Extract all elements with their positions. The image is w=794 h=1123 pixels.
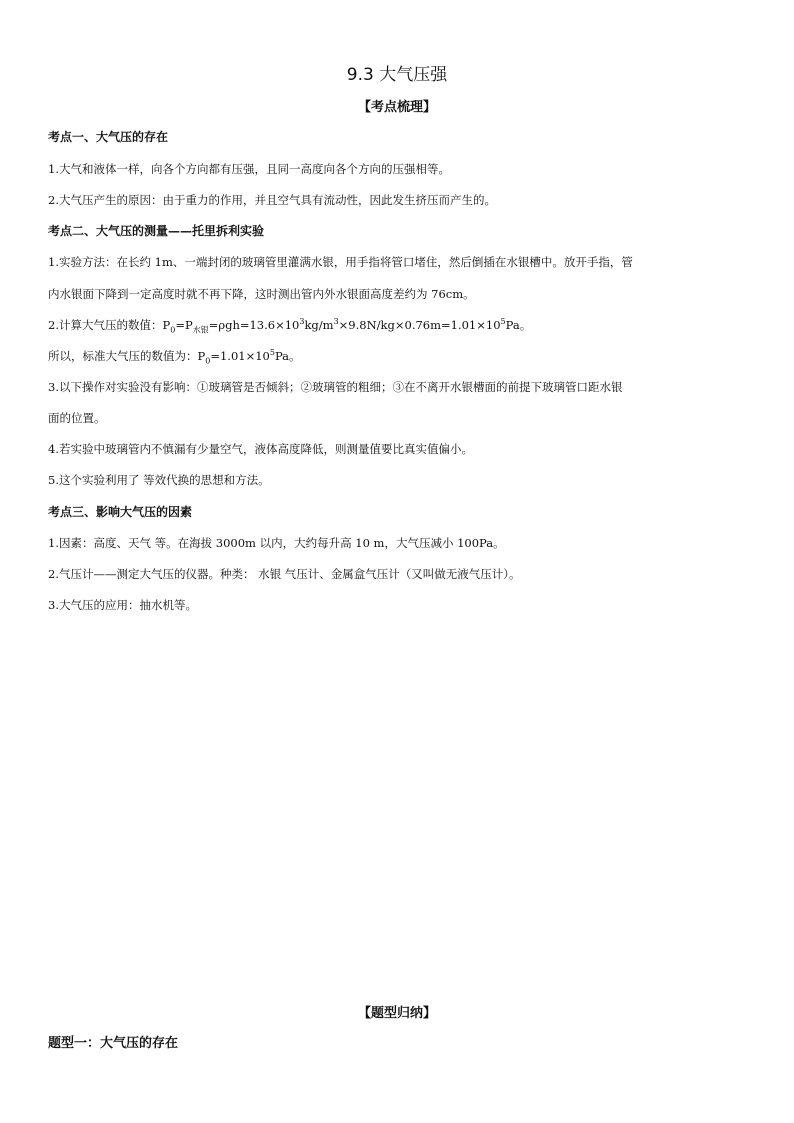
point-2-line-1: 1.实验方法：在长约 1m、一端封闭的玻璃管里灌满水银，用手指将管口堵住，然后倒插在水银槽中。放开手指，管 <box>48 255 633 269</box>
section-heading-types: 【题型归纳】 <box>357 1006 436 1021</box>
point-2-line-3: 3.以下操作对实验没有影响：①玻璃管是否倾斜；②玻璃管的粗细；③在不离开水银槽面的前提下玻璃管口距水银 <box>48 380 623 394</box>
point-3-line-1: 1.因素：高度、天气 等。在海拔 3000m 以内，大约每升高 10 m，大气压减小 100Pa。 <box>48 536 505 550</box>
type-1-heading: 题型一：大气压的存在 <box>48 1036 179 1051</box>
point-2-line-5: 4.若实验中玻璃管内不慎漏有少量空气，液体高度降低，则测量值要比真实值偏小。 <box>48 442 473 456</box>
point-3-line-2: 2.气压计——测定大气压的仪器。种类： 水银 气压计、金属盒气压计（又叫做无液气压计）。 <box>48 567 521 581</box>
point-2-formula: 2.计算大气压的数值：$P_0=P_{水银}=\rho gh=13.6\times 10^3kg/m^3\times 9.8N/kg\times 0.76m=1.01\times 10^5Pa$。 <box>48 317 532 335</box>
point-1-line-1: 1.大气和液体一样，向各个方向都有压强，且同一高度向各个方向的压强相等。 <box>48 162 450 176</box>
point-3-heading: 考点三、影响大气压的因素 <box>48 505 193 519</box>
page-title: 9.3 大气压强 <box>346 65 448 85</box>
section-heading-points: 【考点梳理】 <box>357 100 436 115</box>
point-2-heading: 考点二、大气压的测量——托里拆利实验 <box>48 224 265 238</box>
point-3-line-3: 3.大气压的应用：抽水机等。 <box>48 598 197 612</box>
point-2-standard-value: 所以，标准大气压的数值为：$P_0=1.01\times 10^5Pa$。 <box>48 348 301 366</box>
point-1-heading: 考点一、大气压的存在 <box>48 130 169 144</box>
point-2-line-2: 内水银面下降到一定高度时就不再下降，这时测出管内外水银面高度差约为 76cm。 <box>48 287 475 301</box>
point-2-line-6: 5.这个实验利用了 等效代换的思想和方法。 <box>48 473 270 487</box>
point-2-line-4: 面的位置。 <box>48 411 106 425</box>
point-1-line-2: 2.大气压产生的原因：由于重力的作用，并且空气具有流动性，因此发生挤压而产生的。 <box>48 193 496 207</box>
